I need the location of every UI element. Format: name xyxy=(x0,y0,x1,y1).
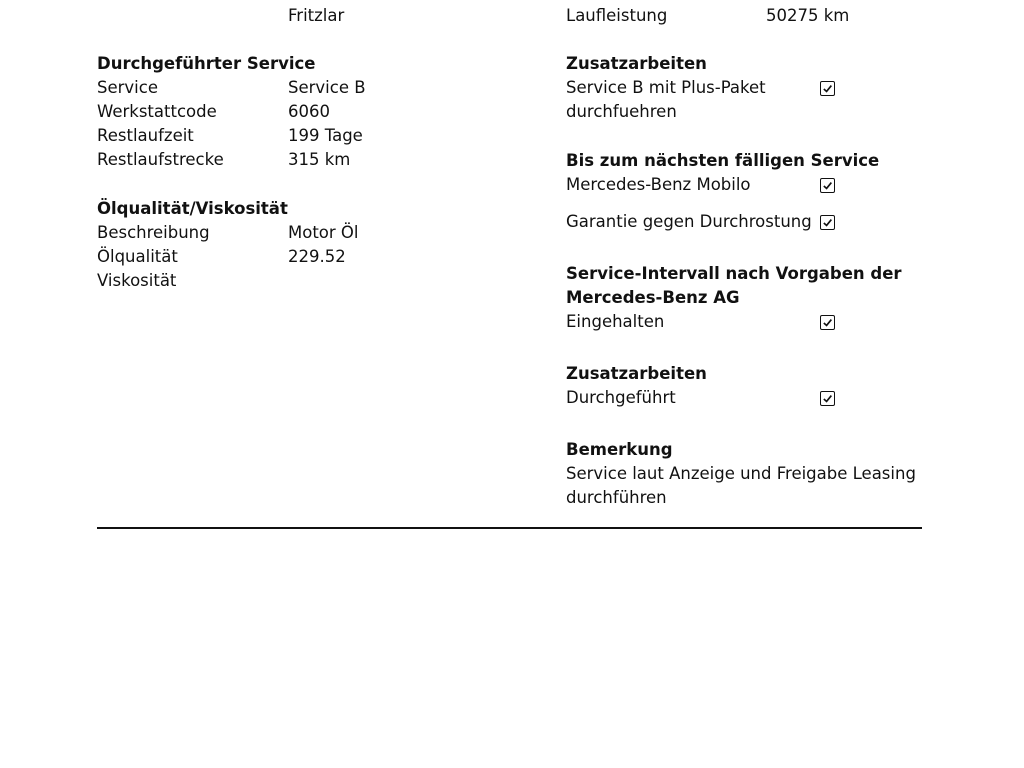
remark-line1: Service laut Anzeige und Freigabe Leasing xyxy=(566,464,916,483)
oil-quality-label: Ölqualität xyxy=(97,247,178,266)
interval-checkbox xyxy=(820,315,835,330)
interval-item-label: Eingehalten xyxy=(566,312,665,331)
viscosity-label: Viskosität xyxy=(97,271,177,290)
interval-heading-line2: Mercedes-Benz AG xyxy=(566,288,740,307)
checkmark-icon xyxy=(822,180,833,191)
interval-heading-line1: Service-Intervall nach Vorgaben der xyxy=(566,264,902,283)
remark-line2: durchführen xyxy=(566,488,667,507)
remaining-distance-value: 315 km xyxy=(288,150,351,169)
checkmark-icon xyxy=(822,393,833,404)
checkmark-icon xyxy=(822,217,833,228)
rust-warranty-checkbox xyxy=(820,215,835,230)
rust-warranty-label: Garantie gegen Durchrostung xyxy=(566,212,812,231)
location-value: Fritzlar xyxy=(288,6,345,25)
remaining-time-value: 199 Tage xyxy=(288,126,363,145)
extra-work-heading: Zusatzarbeiten xyxy=(566,54,707,73)
remaining-distance-label: Restlaufstrecke xyxy=(97,150,224,169)
mobilo-label: Mercedes-Benz Mobilo xyxy=(566,175,751,194)
checkmark-icon xyxy=(822,83,833,94)
extra-work-2-label: Durchgeführt xyxy=(566,388,676,407)
mobilo-checkbox xyxy=(820,178,835,193)
section-divider xyxy=(97,527,922,529)
workshop-code-value: 6060 xyxy=(288,102,330,121)
next-service-heading: Bis zum nächsten fälligen Service xyxy=(566,151,880,170)
oil-description-value: Motor Öl xyxy=(288,223,359,242)
mileage-value: 50275 km xyxy=(766,6,850,25)
checkmark-icon xyxy=(822,317,833,328)
mileage-label: Laufleistung xyxy=(566,6,668,25)
extra-work-checkbox xyxy=(820,81,835,96)
service-label: Service xyxy=(97,78,158,97)
remaining-time-label: Restlaufzeit xyxy=(97,126,194,145)
oil-heading: Ölqualität/Viskosität xyxy=(97,199,288,218)
extra-work-2-heading: Zusatzarbeiten xyxy=(566,364,707,383)
extra-work-2-checkbox xyxy=(820,391,835,406)
oil-description-label: Beschreibung xyxy=(97,223,210,242)
service-value: Service B xyxy=(288,78,366,97)
extra-work-line2: durchfuehren xyxy=(566,102,677,121)
service-done-heading: Durchgeführter Service xyxy=(97,54,316,73)
oil-quality-value: 229.52 xyxy=(288,247,346,266)
extra-work-line1: Service B mit Plus-Paket xyxy=(566,78,766,97)
remark-heading: Bemerkung xyxy=(566,440,673,459)
workshop-code-label: Werkstattcode xyxy=(97,102,217,121)
